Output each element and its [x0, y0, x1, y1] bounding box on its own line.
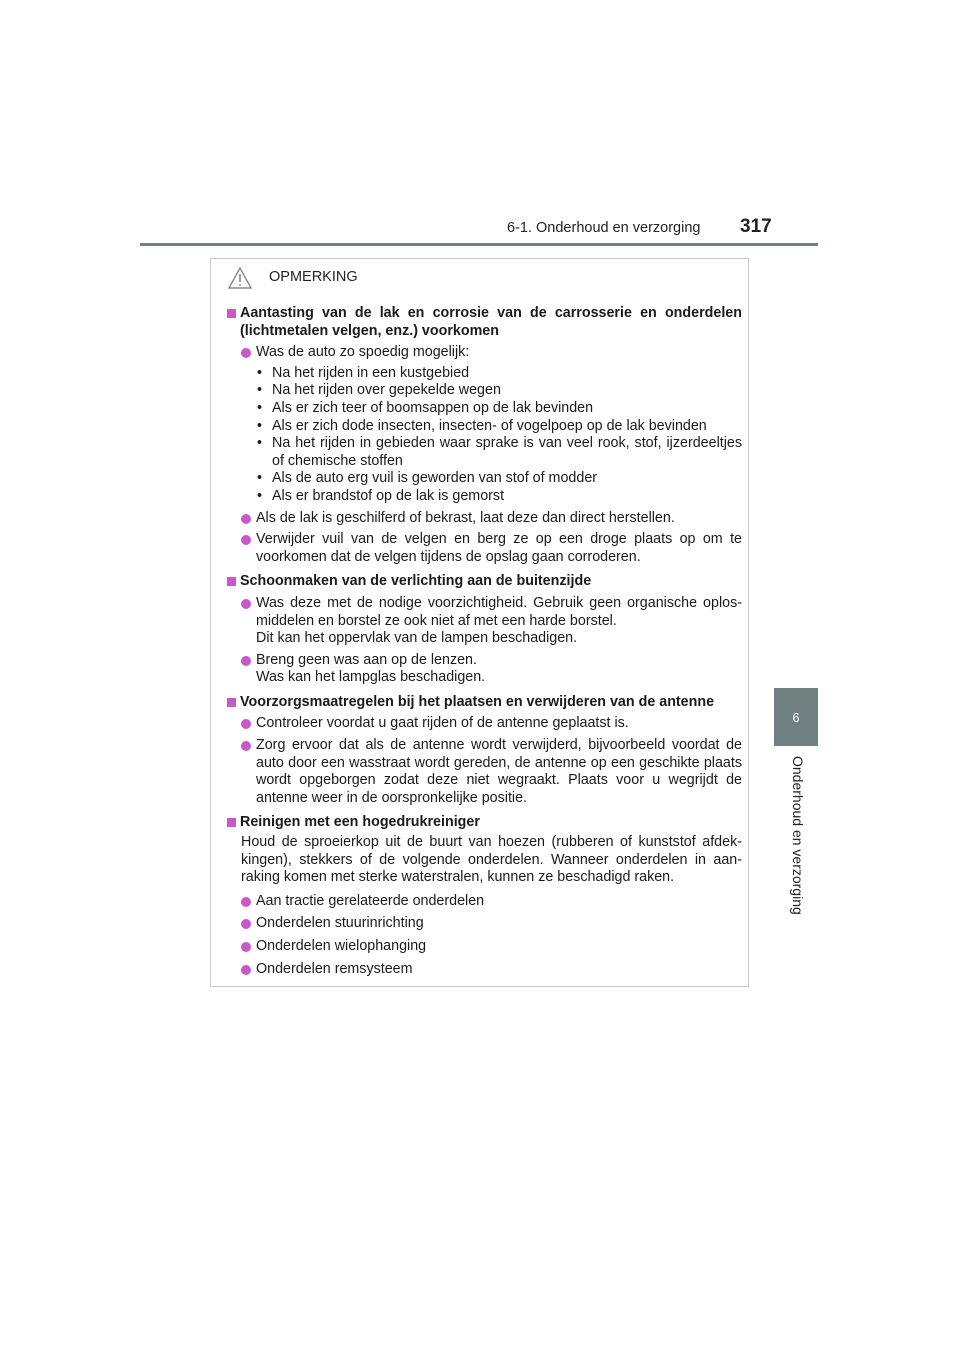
list-item: Onderdelen stuurinrichting — [227, 915, 742, 933]
sub-item: • Als er zich teer of boomsappen op de lak bevinden — [257, 399, 594, 416]
circle-bullet-icon — [241, 719, 251, 729]
sub-item: • Als er zich dode insecten, insecten- of vogelpoep op de lak bevinden — [257, 417, 707, 434]
notice-header — [227, 265, 742, 291]
sub-item: • Na het rijden over gepekelde wegen — [257, 382, 501, 399]
list-item: Verwijder vuil van de velgen en berg ze op een droge plaats op om te voorkomen dat de velgen tijdens de opslag gaan corroderen. — [227, 531, 742, 566]
chapter-number: 6 — [792, 709, 800, 725]
page-number: 317 — [740, 216, 772, 237]
notice-title: OPMERKING — [269, 269, 358, 286]
section-heading: Reinigen met een hogedrukreiniger — [227, 814, 742, 832]
circle-bullet-icon — [241, 741, 251, 751]
circle-bullet-icon — [241, 599, 251, 609]
list-item: Onderdelen wielophanging — [227, 938, 742, 956]
list-item: Breng geen was aan op de lenzen. Was kan het lampglas beschadigen. — [227, 652, 742, 687]
chapter-title: Onderhoud en verzorging — [790, 756, 806, 915]
section-title: 6-1. Onderhoud en verzorging — [507, 220, 701, 236]
circle-bullet-icon — [241, 348, 251, 358]
sub-item: • Als de auto erg vuil is geworden van stof of modder — [257, 470, 598, 487]
list-item: Aan tractie gerelateerde onderdelen — [227, 893, 742, 911]
section-heading: Aantasting van de lak en corrosie van de carrosserie en onderdelen (lichtmetalen velgen, enz.) voorkomen — [227, 305, 742, 340]
square-bullet-icon — [227, 698, 236, 707]
section-heading: Voorzorgsmaatregelen bij het plaatsen en verwijderen van de antenne — [227, 694, 742, 712]
list-item: Zorg ervoor dat als de antenne wordt verwijderd, bijvoorbeeld voordat de auto door een wasstraat wordt gereden, de antenne op een geschikte plaats wordt opgeborgen zodat deze niet wegraakt. Plaats voor u wegrijdt de antenne weer in de oorspronkelijke positie. — [227, 737, 742, 807]
square-bullet-icon — [227, 577, 236, 586]
section-heading: Schoonmaken van de verlichting aan de buitenzijde — [227, 573, 742, 591]
circle-bullet-icon — [241, 965, 251, 975]
section-paragraph: Houd de sproeierkop uit de buurt van hoezen (rubberen of kunststof afdekkingen), stekkers of de volgende onderdelen. Wanneer onderdelen in aanraking komen met sterke waterstralen, kunnen ze beschadigd raken. — [241, 834, 742, 886]
square-bullet-icon — [227, 309, 236, 318]
chapter-tab — [774, 688, 818, 746]
circle-bullet-icon — [241, 919, 251, 929]
sub-item: • Na het rijden in een kustgebied — [257, 364, 470, 381]
circle-bullet-icon — [241, 514, 251, 524]
circle-bullet-icon — [241, 897, 251, 907]
sub-item: • Na het rijden in gebieden waar sprake is van veel rook, stof, ijzerdeeltjes of chemische stoffen — [257, 435, 742, 469]
list-item: Was deze met de nodige voorzichtigheid. Gebruik geen organische oplosmiddelen en borstel ze ook niet af met een harde borstel. Dit kan het oppervlak van de lampen beschadigen. — [227, 595, 742, 648]
list-item: Onderdelen remsysteem — [227, 961, 742, 979]
circle-bullet-icon — [241, 656, 251, 666]
circle-bullet-icon — [241, 535, 251, 545]
header-rule — [140, 243, 818, 246]
list-item: Was de auto zo spoedig mogelijk: — [227, 344, 742, 362]
list-item: Als de lak is geschilferd of bekrast, laat deze dan direct herstellen. — [227, 510, 742, 528]
page-header — [140, 0, 818, 246]
square-bullet-icon — [227, 818, 236, 827]
sub-item: • Als er brandstof op de lak is gemorst — [257, 487, 505, 504]
notice-box — [210, 258, 749, 987]
circle-bullet-icon — [241, 942, 251, 952]
list-item: Controleer voordat u gaat rijden of de antenne geplaatst is. — [227, 715, 742, 733]
warning-triangle-icon — [227, 266, 253, 290]
